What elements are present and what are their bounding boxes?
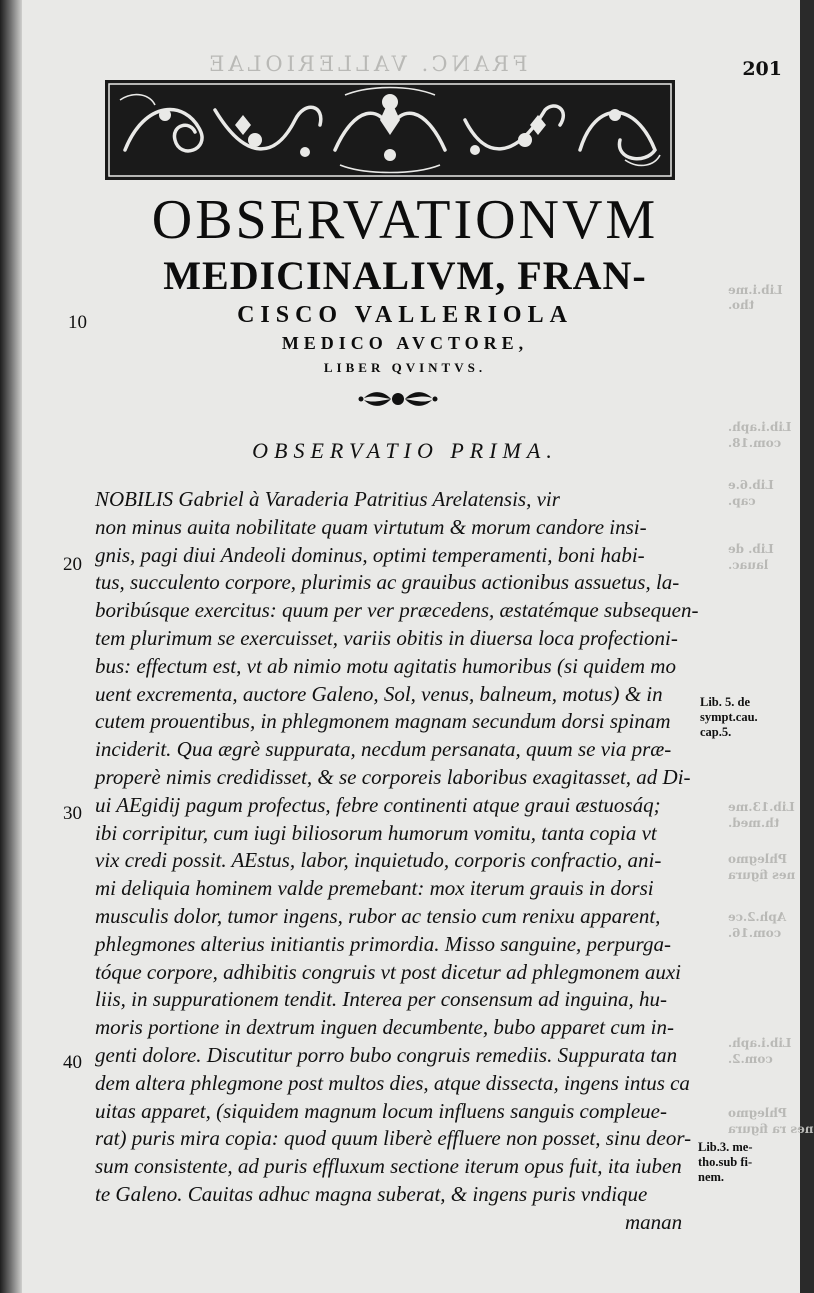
text-line: uitas apparet, (siquidem magnum locum influens sanguis compleue-: [95, 1099, 667, 1123]
fleuron-ornament: [358, 386, 438, 412]
margin-note-line: Lib.3. me-: [698, 1140, 753, 1154]
text-line: mi deliquia hominem valde premebant: mox iterum grauis in dorsi: [95, 876, 654, 900]
bleed-margin-line: nes figura: [728, 868, 796, 882]
line-number-10: 10: [68, 312, 87, 333]
bleed-margin-line: Phlegmo: [728, 1106, 788, 1120]
text-line: moris portione in dextrum inguen decumbente, bubo apparet cum in-: [95, 1015, 674, 1039]
text-line: properè nimis credidisset, & se corporeis laboribus exagitasset, ad Di-: [95, 765, 691, 789]
text-line: non minus auita nobilitate quam virtutum & morum candore insi-: [95, 515, 647, 539]
text-line: musculis dolor, tumor ingens, rubor ac tensio cum renixu apparent,: [95, 904, 661, 928]
text-line: tóque corpore, adhibitis congruis vt post dicetur ad phlegmonem auxi: [95, 960, 681, 984]
margin-note-line: nem.: [698, 1170, 725, 1184]
bleed-margin-line: Lib.6.e: [728, 478, 774, 492]
bleed-margin-line: Aph.2.ce: [728, 910, 787, 924]
text-line: phlegmones alterius initiantis primordia. Misso sanguine, perpurga-: [95, 932, 671, 956]
text-line: cutem prouentibus, in phlegmonem magnam secundum dorsi spinam: [95, 709, 671, 733]
text-line: rat) puris mira copia: quod quum liberè effluere non posset, sinu deor-: [95, 1126, 692, 1150]
bleed-margin-line: Lib.13.me: [728, 800, 795, 814]
margin-note-line: tho.sub fi-: [698, 1155, 753, 1169]
bleed-margin-line: cap.: [728, 494, 756, 508]
section-heading: OBSERVATIO PRIMA.: [252, 438, 558, 463]
text-line: boribúsque exercitus: quum per ver præcedens, æstatémque subsequen-: [95, 598, 699, 622]
text-line: tem plurimum se exercuisset, variis obitis in diuersa loca profectioni-: [95, 626, 678, 650]
line-number-20: 20: [63, 554, 82, 575]
bleed-margin-line: Lib.i.me: [728, 283, 783, 297]
text-line: liis, in suppurationem tendit. Interea per consensum ad inguina, hu-: [95, 987, 668, 1011]
margin-note-line: Lib. 5. de: [700, 695, 751, 709]
bleed-margin-line: th.med.: [728, 816, 780, 830]
text-line: tus, succulento corpore, plurimis ac grauibus actionibus assuetus, la-: [95, 570, 680, 594]
margin-note-line: cap.5.: [700, 725, 732, 739]
book-spine-shadow: [0, 0, 22, 1293]
margin-note-1: [700, 695, 758, 740]
text-line: dem altera phlegmone post multos dies, atque dissecta, ingens intus ca: [95, 1071, 690, 1095]
text-line: manan: [625, 1210, 683, 1234]
bleed-margin-line: Lib. de: [728, 542, 774, 556]
title-line-5: LIBER QVINTVS.: [323, 360, 487, 375]
bleed-margin-line: com.18.: [728, 436, 782, 450]
title-line-2: MEDICINALIVM, FRAN-: [163, 253, 647, 298]
page-number: 201: [742, 58, 782, 80]
bleed-margin-line: tho.: [728, 298, 755, 312]
bleed-margin-line: Lib.i.aph.: [728, 1036, 792, 1050]
margin-note-2: [698, 1140, 753, 1185]
bleed-margin-line: com.16.: [728, 926, 782, 940]
text-line: vix credi possit. AEstus, labor, inquietudo, corporis confractio, ani-: [95, 848, 662, 872]
line-number-30: 30: [63, 803, 82, 824]
title-line-1: OBSERVATIONVM: [151, 189, 659, 251]
text-line: genti dolore. Discutitur porro bubo congruis remediis. Suppurata tan: [95, 1043, 678, 1067]
text-line: sum consistente, ad puris effluxum sectione iterum opus fuit, ita iuben: [95, 1154, 682, 1178]
bleed-running-head: FRANC. VALLERIOLAE: [205, 52, 528, 76]
bleed-margin-line: nes ra figura: [728, 1122, 814, 1136]
text-line: NOBILIS Gabriel à Varaderia Patritius Arelatensis, vir: [95, 487, 560, 511]
bleed-margin-line: Phlegmo: [728, 852, 788, 866]
bleed-margin-line: com.2.: [728, 1052, 773, 1066]
text-line: ibi corripitur, cum iugi biliosorum humorum vomitu, tanta copia vt: [95, 821, 657, 845]
title-line-4: MEDICO AVCTORE,: [281, 333, 529, 353]
bleed-margin-line: lauac.: [728, 558, 769, 572]
title-line-3: CISCO VALLERIOLA: [237, 302, 573, 328]
text-line: uent excrementa, auctore Galeno, Sol, venus, balneum, motus) & in: [95, 682, 663, 706]
text-line: te Galeno. Cauitas adhuc magna suberat, & ingens puris vndique: [95, 1182, 648, 1206]
text-line: gnis, pagi diui Andeoli dominus, optimi temperamenti, boni habi-: [95, 543, 645, 567]
headpiece-ornament: [105, 80, 675, 180]
text-line: ui AEgidij pagum profectus, febre continenti atque graui æstuosáq;: [95, 793, 661, 817]
text-line: inciderit. Qua ægrè suppurata, necdum persanata, quum se via præ-: [95, 737, 672, 761]
line-number-40: 40: [63, 1052, 82, 1073]
text-line: bus: effectum est, vt ab nimio motu agitatis humoribus (si quidem mo: [95, 654, 676, 678]
margin-note-line: sympt.cau.: [700, 710, 758, 724]
bleed-margin-line: Lib.i.aph.: [728, 420, 792, 434]
